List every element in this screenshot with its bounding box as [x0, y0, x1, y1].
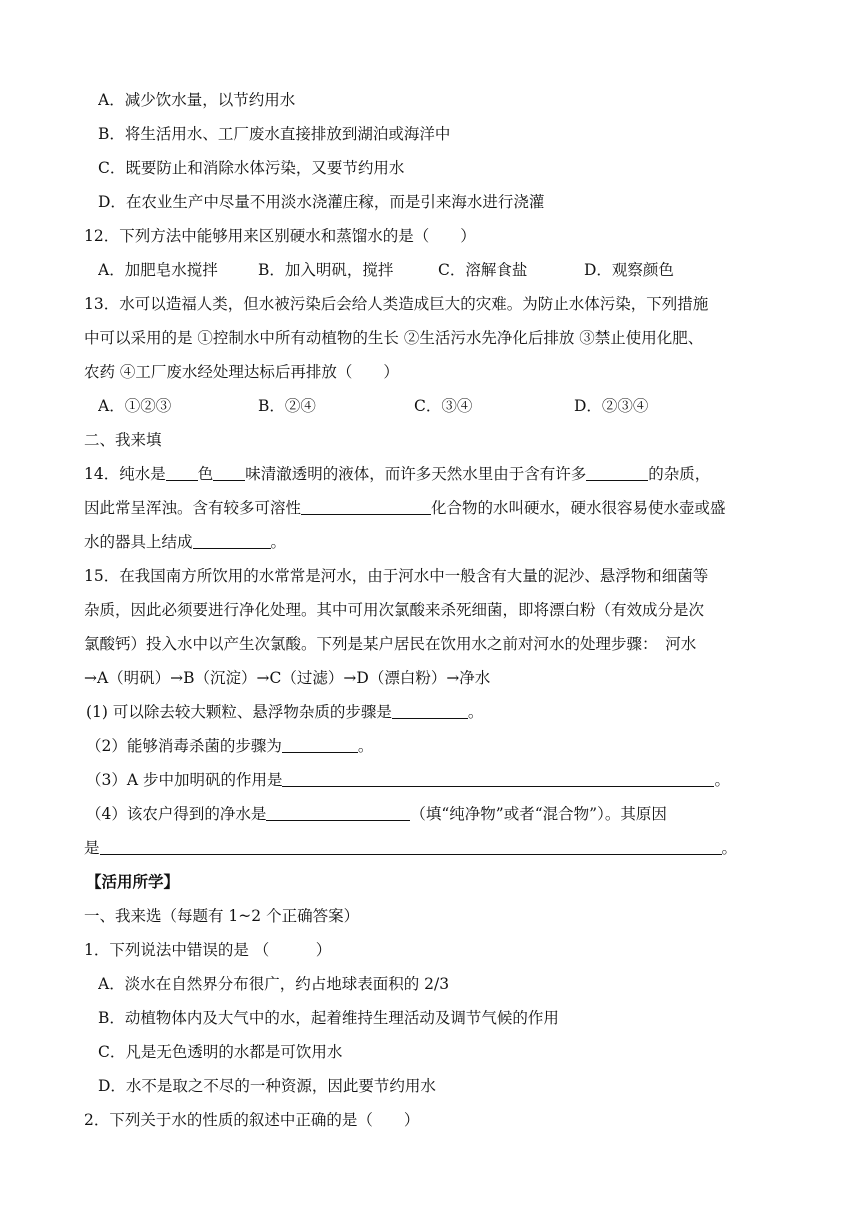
q12-option-c: C．溶解食盐 [438, 261, 528, 279]
aq1-option-d: D．水不是取之不尽的一种资源，因此要节约用水 [98, 1077, 436, 1095]
q11-option-c: C．既要防止和消除水体污染，又要节约用水 [98, 159, 405, 177]
q15-blank-4[interactable] [266, 802, 410, 821]
q15-sub1-period: 。 [467, 703, 484, 721]
q14-blank-impurity[interactable] [586, 462, 648, 481]
q15-blank-2[interactable] [282, 734, 358, 753]
q13-option-b: B．②④ [258, 397, 316, 415]
q12-option-a: A．加肥皂水搅拌 [98, 261, 218, 279]
q14-text-2: 色 [197, 465, 214, 483]
q12-stem: 12．下列方法中能够用来区别硬水和蒸馏水的是（ ） [84, 227, 476, 245]
q15-sub4-period: 。 [721, 839, 738, 857]
q14-text-6: 化合物的水叫硬水，硬水很容易使水壶或盛 [431, 499, 726, 517]
q15-line1: 15．在我国南方所饮用的水常常是河水，由于河水中一般含有大量的泥沙、悬浮物和细菌等 [84, 567, 709, 585]
q14-line3 [84, 530, 786, 554]
q14-line1 [84, 462, 786, 486]
aq1-option-a: A．淡水在自然界分布很广，约占地球表面积的 2/3 [98, 975, 450, 993]
q14-text-5: 因此常呈浑浊。含有较多可溶性 [84, 499, 302, 517]
q15-blank-5[interactable] [100, 836, 722, 855]
q14-line2 [84, 496, 786, 520]
q14-text-1: 14．纯水是 [84, 465, 166, 483]
q15-sub4-text-a: （4）该农户得到的净水是 [86, 805, 267, 823]
q15-sub2 [86, 734, 786, 758]
q15-sub3-period: 。 [714, 771, 730, 789]
q14-blank-taste[interactable] [213, 462, 245, 481]
q14-text-3: 味清澈透明的液体，而许多天然水里由于含有许多 [245, 465, 587, 483]
q13-line2: 中可以采用的是 ①控制水中所有动植物的生长 ②生活污水先净化后排放 ③禁止使用化肥、 [84, 329, 704, 347]
q12-option-d: D．观察颜色 [584, 261, 674, 279]
aq1-option-c: C．凡是无色透明的水都是可饮用水 [98, 1043, 343, 1061]
q13-line3: 农药 ④工厂废水经处理达标后再排放（ ） [84, 363, 399, 381]
q15-line4: →A（明矾）→B（沉淀）→C（过滤）→D（漂白粉）→净水 [84, 669, 491, 687]
section2-title: 二、我来填 [84, 431, 162, 449]
q15-line2: 杂质，因此必须要进行净化处理。其中可用次氯酸来杀死细菌，即将漂白粉（有效成分是次 [84, 601, 705, 619]
aq1-option-b: B．动植物体内及大气中的水，起着维持生理活动及调节气候的作用 [98, 1009, 559, 1027]
q11-option-b: B．将生活用水、工厂废水直接排放到湖泊或海洋中 [98, 125, 451, 143]
section1-title: 一、我来选（每题有 1~2 个正确答案） [84, 907, 360, 925]
q14-blank-compound[interactable] [301, 496, 431, 515]
q15-sub4-text-c: 是 [84, 839, 100, 857]
q15-sub4-reason [84, 836, 786, 860]
q14-text-8: 。 [270, 533, 287, 551]
q15-sub2-period: 。 [357, 737, 374, 755]
aq1-stem: 1．下列说法中错误的是 （ ） [84, 941, 332, 959]
q14-blank-scale[interactable] [193, 530, 271, 549]
aq2-stem: 2．下列关于水的性质的叙述中正确的是（ ） [84, 1111, 420, 1129]
q15-sub2-text: （2）能够消毒杀菌的步骤为 [86, 737, 282, 755]
q15-line3: 氯酸钙）投入水中以产生次氯酸。下列是某户居民在饮用水之前对河水的处理步骤： 河水 [84, 635, 697, 653]
q11-option-a: A．减少饮水量，以节约用水 [98, 91, 296, 109]
q15-sub1 [86, 700, 786, 724]
q13-option-d: D．②③④ [574, 397, 649, 415]
q13-option-c: C．③④ [414, 397, 473, 415]
q14-blank-color[interactable] [166, 462, 198, 481]
q12-option-b: B．加入明矾，搅拌 [258, 261, 394, 279]
q14-text-7: 水的器具上结成 [84, 533, 193, 551]
q15-sub3-text: （3）A 步中加明矾的作用是 [86, 771, 283, 789]
q15-sub3 [86, 768, 786, 792]
q15-sub1-text: (1) 可以除去较大颗粒、悬浮物杂质的步骤是 [86, 703, 392, 721]
q12-options [98, 258, 786, 282]
q15-sub4 [86, 802, 786, 826]
q13-line1: 13．水可以造福人类，但水被污染后会给人类造成巨大的灾难。为防止水体污染，下列措施 [84, 295, 709, 313]
q13-option-a: A．①②③ [98, 397, 172, 415]
q15-sub4-text-b: （填“纯净物”或者“混合物”）。其原因 [410, 805, 667, 823]
q15-blank-3[interactable] [282, 768, 714, 787]
q14-text-4: 的杂质， [648, 465, 711, 483]
q11-option-d: D．在农业生产中尽量不用淡水浇灌庄稼，而是引来海水进行浇灌 [98, 193, 545, 211]
q13-options [98, 394, 786, 418]
q15-blank-1[interactable] [392, 700, 468, 719]
apply-heading: 【活用所学】 [86, 872, 180, 891]
